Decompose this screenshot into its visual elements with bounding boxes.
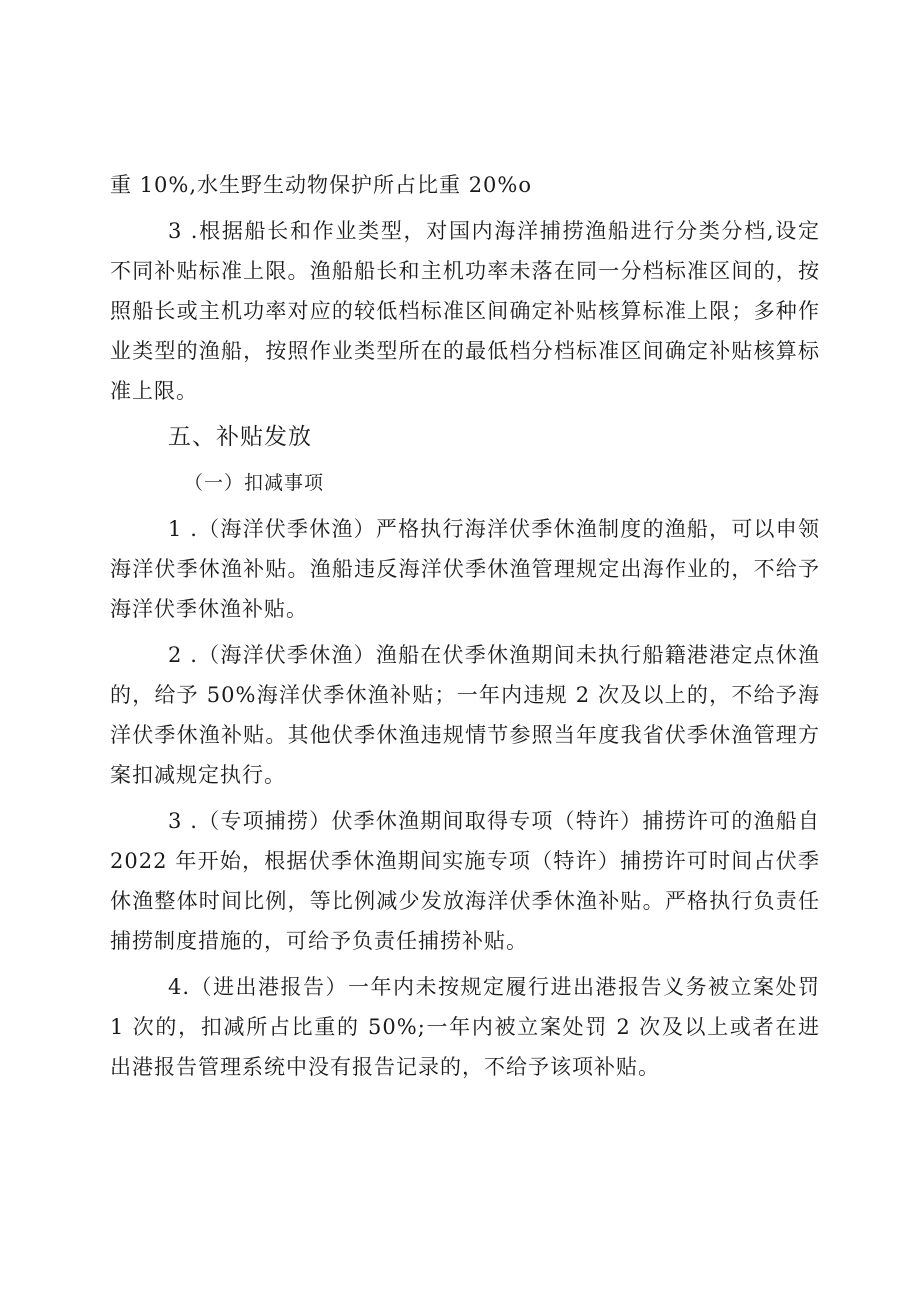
paragraph-item-4-port-report: 4.（进出港报告）一年内未按规定履行进出港报告义务被立案处罚 1 次的，扣减所占比重的 50%;一年内被立案处罚 2 次及以上或者在进出港报告管理系统中没有报告记录的，不给予该项补贴。 xyxy=(110,975,820,1079)
section-heading-subsidy-distribution: 五、补贴发放 xyxy=(168,424,312,450)
subsection-heading-deductions: （一）扣减事项 xyxy=(184,472,325,494)
paragraph-item-3-classification: 3 .根据船长和作业类型，对国内海洋捕捞渔船进行分类分档,设定不同补贴标准上限。渔船船长和主机功率未落在同一分档标准区间的，按照船长或主机功率对应的较低档标准区间确定补贴核算标准上限；多种作业类型的渔船，按照作业类型所在的最低档分档标准区间确定补贴核算标准上限。 xyxy=(110,219,820,403)
document-page xyxy=(110,165,820,1093)
paragraph-continuation: 重 10%,水生野生动物保护所占比重 20%o xyxy=(110,173,533,197)
paragraph-item-2-fishing-moratorium: 2 .（海洋伏季休渔）渔船在伏季休渔期间未执行船籍港港定点休渔的，给予 50%海洋伏季休渔补贴；一年内违规 2 次及以上的，不给予海洋伏季休渔补贴。其他伏季休渔违规情节参照当年度我省伏季休渔管理方案扣减规定执行。 xyxy=(110,643,820,787)
paragraph-item-1-fishing-moratorium: 1 .（海洋伏季休渔）严格执行海洋伏季休渔制度的渔船，可以申领海洋伏季休渔补贴。渔船违反海洋伏季休渔管理规定出海作业的，不给予海洋伏季休渔补贴。 xyxy=(110,517,820,621)
paragraph-item-3-special-fishing: 3 .（专项捕捞）伏季休渔期间取得专项（特许）捕捞许可的渔船自 2022 年开始，根据伏季休渔期间实施专项（特许）捕捞许可时间占伏季休渔整体时间比例，等比例减少发放海洋伏季休渔补贴。严格执行负责任捕捞制度措施的，可给予负责任捕捞补贴。 xyxy=(110,809,820,953)
